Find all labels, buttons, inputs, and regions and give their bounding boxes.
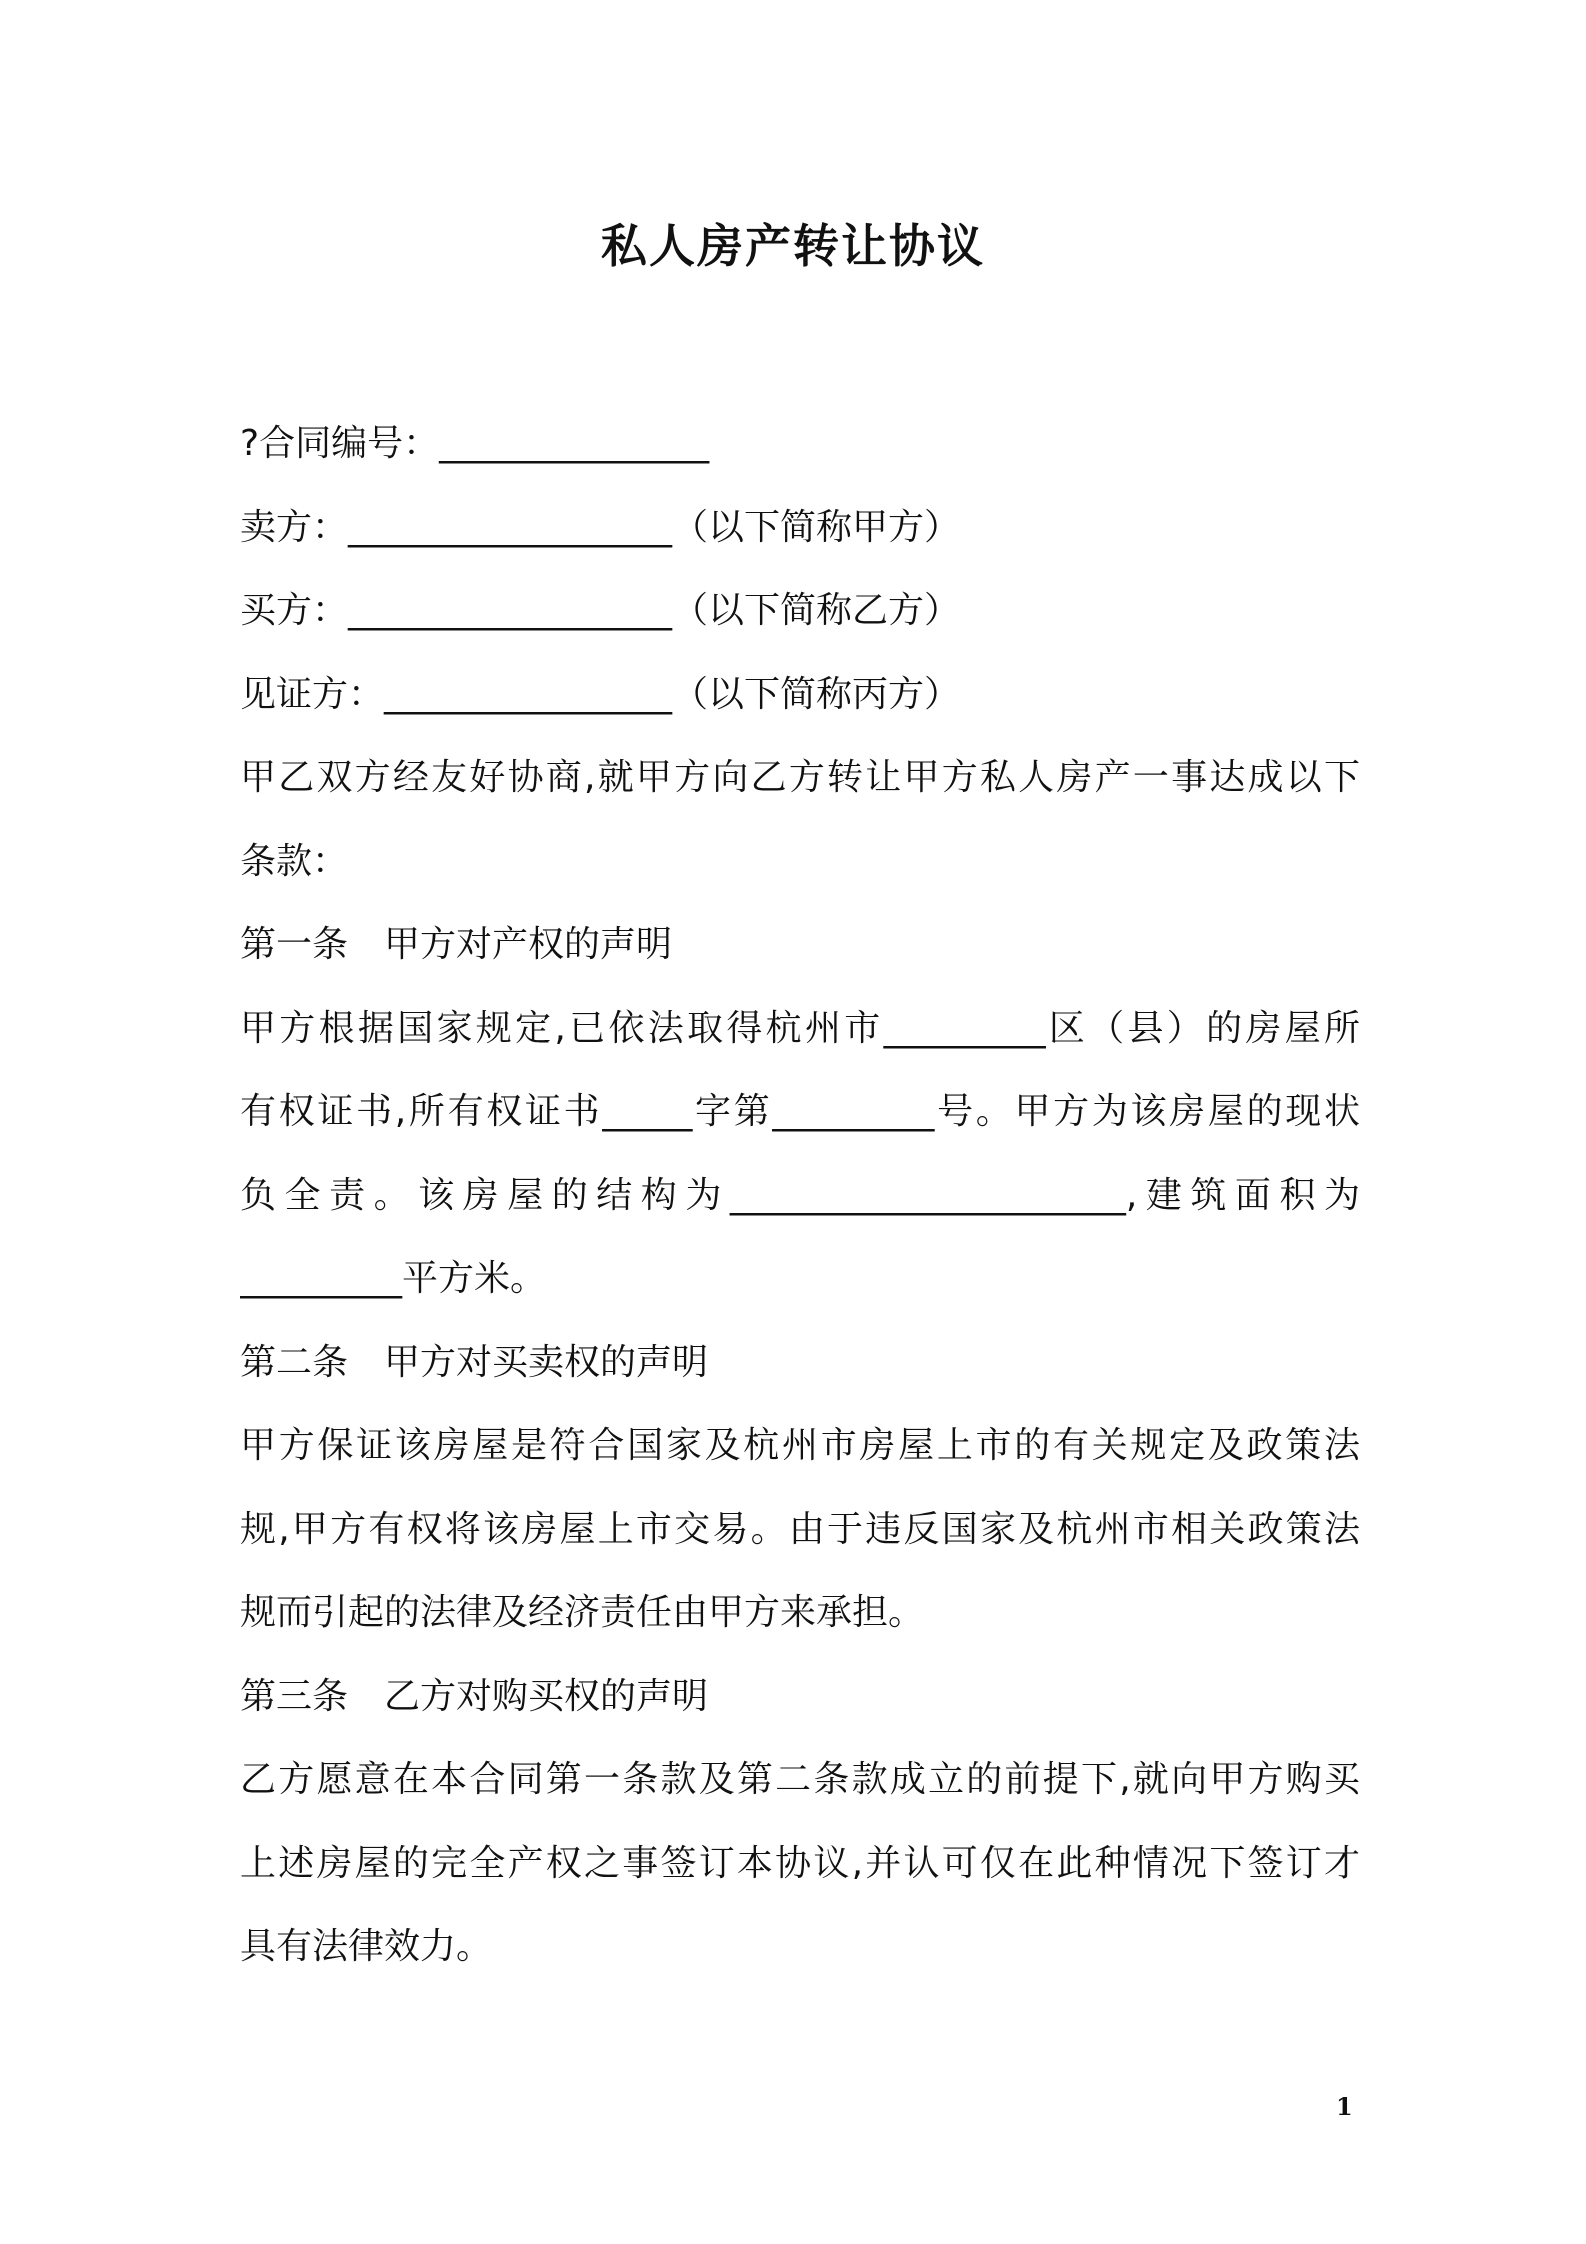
article-three-paragraph-line: 具有法律效力。	[240, 1926, 493, 1967]
article-one-paragraph-line: 负全责。该房屋的结构为______________________,建筑面积为	[240, 1174, 1360, 1216]
article-three-heading: 第三条 乙方对购买权的声明	[240, 1675, 709, 1717]
page-number: 1	[1336, 2092, 1353, 2121]
article-one-paragraph-line: 甲方根据国家规定,已依法取得杭州市_________区（县）的房屋所	[240, 1007, 1360, 1049]
article-three-paragraph-line: 乙方愿意在本合同第一条款及第二条款成立的前提下,就向甲方购买	[240, 1759, 1360, 1800]
document-body	[240, 402, 1360, 1989]
article-one-paragraph-line: 有权证书,所有权证书_____字第_________号。甲方为该房屋的现状	[240, 1091, 1360, 1132]
article-two-heading: 第二条 甲方对买卖权的声明	[240, 1341, 709, 1383]
article-three-paragraph-line: 上述房屋的完全产权之事签订本协议,并认可仅在此种情况下签订才	[240, 1842, 1360, 1884]
article-two-paragraph-line: 规,甲方有权将该房屋上市交易。由于违反国家及杭州市相关政策法	[240, 1508, 1360, 1550]
intro-paragraph-line: 甲乙双方经友好协商,就甲方向乙方转让甲方私人房产一事达成以下	[240, 757, 1360, 798]
article-two-paragraph-line: 甲方保证该房屋是符合国家及杭州市房屋上市的有关规定及政策法	[240, 1425, 1360, 1466]
article-one-paragraph-line: _________平方米。	[240, 1258, 547, 1299]
seller-line: 卖方：__________________（以下简称甲方）	[240, 506, 961, 548]
witness-line: 见证方：________________（以下简称丙方）	[240, 673, 961, 715]
document-title: 私人房产转让协议	[601, 219, 985, 273]
article-two-paragraph-line: 规而引起的法律及经济责任由甲方来承担。	[240, 1592, 925, 1633]
contract-number-line: ?合同编号：_______________	[240, 423, 710, 464]
article-one-heading: 第一条 甲方对产权的声明	[240, 924, 673, 965]
intro-paragraph-line: 条款：	[240, 840, 349, 882]
buyer-line: 买方：__________________（以下简称乙方）	[240, 590, 961, 631]
